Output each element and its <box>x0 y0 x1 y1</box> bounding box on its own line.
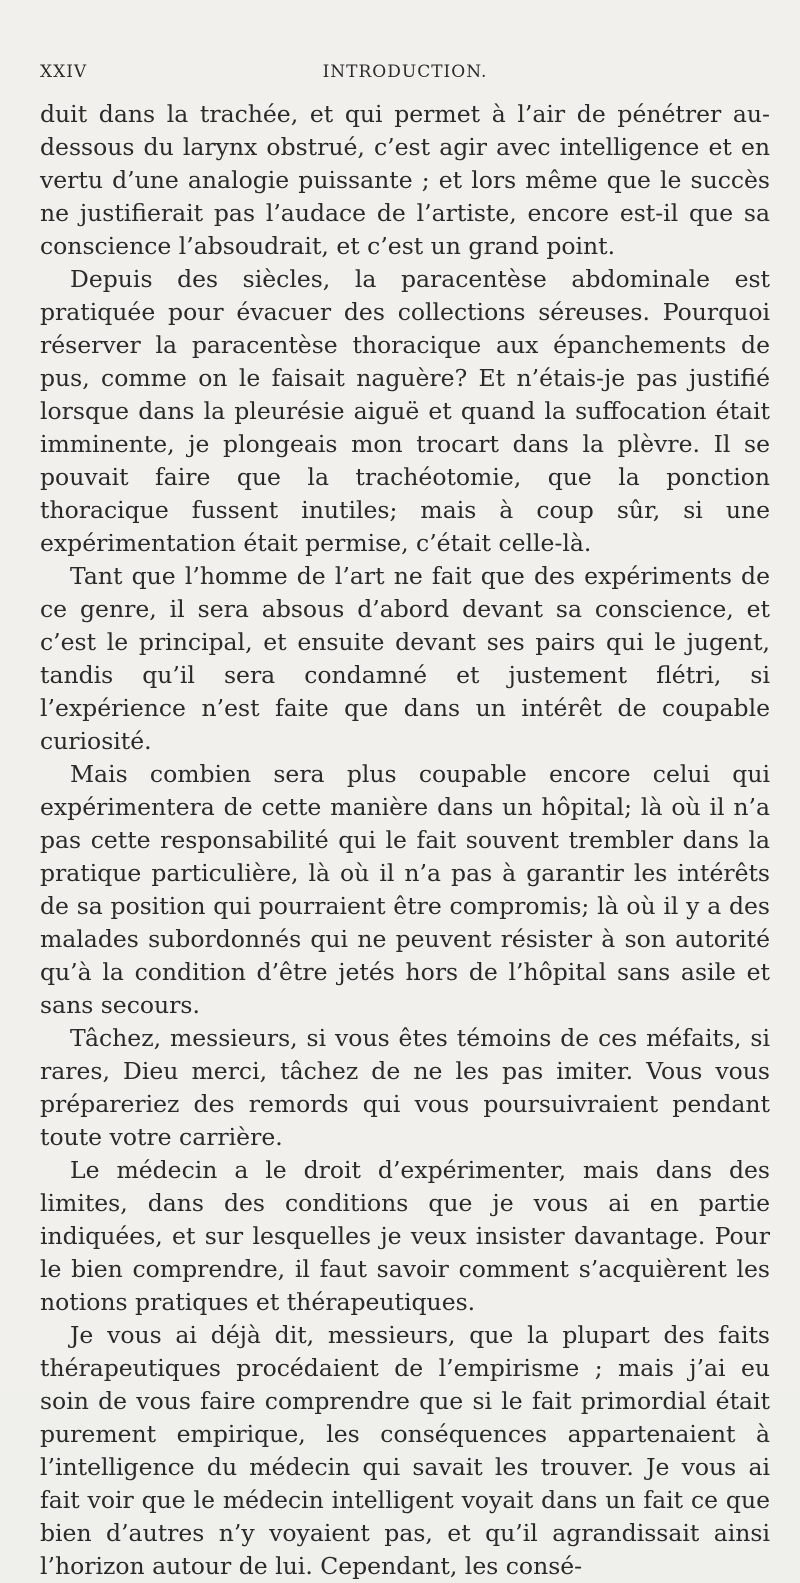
paragraph-hopital: Mais combien sera plus coupable encore celui qui expérimentera de cette manière dans un hôpital; là où il n’a pas cette responsabilité qui le fait souvent trembler dans la pratique particulière, là où il n’a pas à garantir les intérêts de sa position qui pourraient être compromis; là où il y a des malades subordonnés qui ne peuvent résister à son autorité qu’à la condition d’être jetés hors de l’hôpital sans asile et sans secours. <box>40 760 770 1019</box>
paragraph-empirisme: Je vous ai déjà dit, messieurs, que la plupart des faits thérapeutiques procédaient de l’empirisme ; mais j’ai eu soin de vous faire comprendre que si le fait primordial était purement empirique, les conséquences appartenaient à l’intelligence du médecin qui savait les trouver. Je vous ai fait voir que le médecin intelligent voyait dans un fait ce que bien d’autres n’y voyaient pas, et qu’il agrandissait ainsi l’horizon autour de lui. Cependant, les consé- <box>40 1321 770 1580</box>
paragraph-tachez: Tâchez, messieurs, si vous êtes témoins de ces méfaits, si rares, Dieu merci, tâchez de ne les pas imiter. Vous vous prépareriez des remords qui vous poursuivraient pendant toute votre carrière. <box>40 1024 770 1151</box>
paragraph-paracentese: Depuis des siècles, la paracentèse abdominale est pratiquée pour évacuer des collections séreuses. Pourquoi réserver la paracentèse thoracique aux épanchements de pus, comme on le faisait naguère? Et n’étais-je pas justifié lorsque dans la pleurésie aiguë et quand la suffocation était imminente, je plongeais mon trocart dans la plèvre. Il se pouvait faire que la trachéotomie, que la ponction thoracique fussent inutiles; mais à coup sûr, si une expérimentation était permise, c’était celle-là. <box>40 265 770 557</box>
running-head <box>40 62 770 86</box>
paragraph-droit-experimenter: Le médecin a le droit d’expérimenter, mais dans des limites, dans des conditions que je vous ai en partie indiquées, et sur lesquelles je veux insister davantage. Pour le bien comprendre, il faut savoir comment s’acquièrent les notions pratiques et thérapeutiques. <box>40 1156 770 1316</box>
page-number: XXIV <box>40 62 88 82</box>
paragraph-homme-de-l-art: Tant que l’homme de l’art ne fait que des expériments de ce genre, il sera absous d’abord devant sa conscience, et c’est le principal, et ensuite devant ses pairs qui le jugent, tandis qu’il sera condamné et justement flétri, si l’expérience n’est faite que dans un intérêt de coupable curiosité. <box>40 562 770 755</box>
running-title: INTRODUCTION. <box>322 62 488 82</box>
body-text <box>40 98 770 1583</box>
paragraph-continued: duit dans la trachée, et qui permet à l’air de pénétrer au-dessous du larynx obstrué, c’est agir avec intelligence et en vertu d’une analogie puissante ; et lors même que le succès ne justifierait pas l’audace de l’artiste, encore est-il que sa conscience l’absoudrait, et c’est un grand point. <box>40 100 770 260</box>
